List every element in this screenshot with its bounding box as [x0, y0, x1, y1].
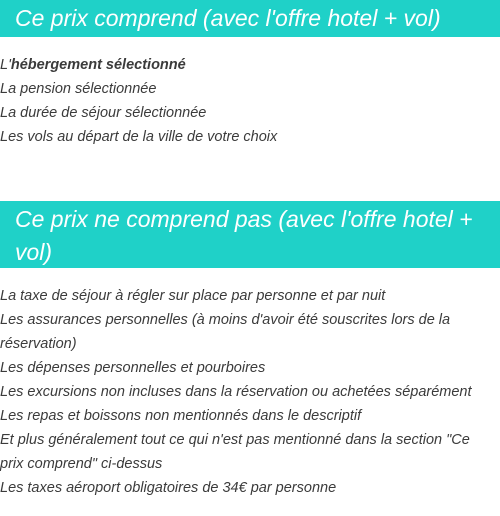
list-item: Les vols au départ de la ville de votre choix	[0, 129, 278, 145]
section-title-includes	[0, 0, 500, 37]
list-item: La pension sélectionnée	[0, 81, 157, 97]
list-item-bold: hébergement sélectionné	[10, 57, 186, 73]
excludes-list	[0, 284, 495, 500]
list-item: Et plus généralement tout ce qui n'est pas mentionné dans la section "Ce prix comprend" ci-dessus	[0, 432, 470, 472]
list-item: La durée de séjour sélectionnée	[0, 105, 207, 121]
list-item: Les assurances personnelles (à moins d'avoir été souscrites lors de la réservation)	[0, 312, 451, 352]
excludes-title: Ce prix ne comprend pas (avec l'offre hotel + vol)	[15, 206, 473, 265]
list-item: Les excursions non incluses dans la réservation ou achetées séparément	[0, 384, 472, 400]
includes-list	[0, 53, 495, 149]
list-item: Les repas et boissons non mentionnés dans le descriptif	[0, 408, 362, 424]
includes-title: Ce prix comprend (avec l'offre hotel + vol)	[15, 5, 441, 31]
list-item: Les taxes aéroport obligatoires de 34€ par personne	[0, 480, 337, 496]
list-item: Les dépenses personnelles et pourboires	[0, 360, 266, 376]
list-item	[0, 53, 495, 77]
list-item-prefix: L'	[0, 57, 11, 73]
list-item: La taxe de séjour à régler sur place par personne et par nuit	[0, 288, 386, 304]
section-title-excludes	[0, 201, 500, 268]
